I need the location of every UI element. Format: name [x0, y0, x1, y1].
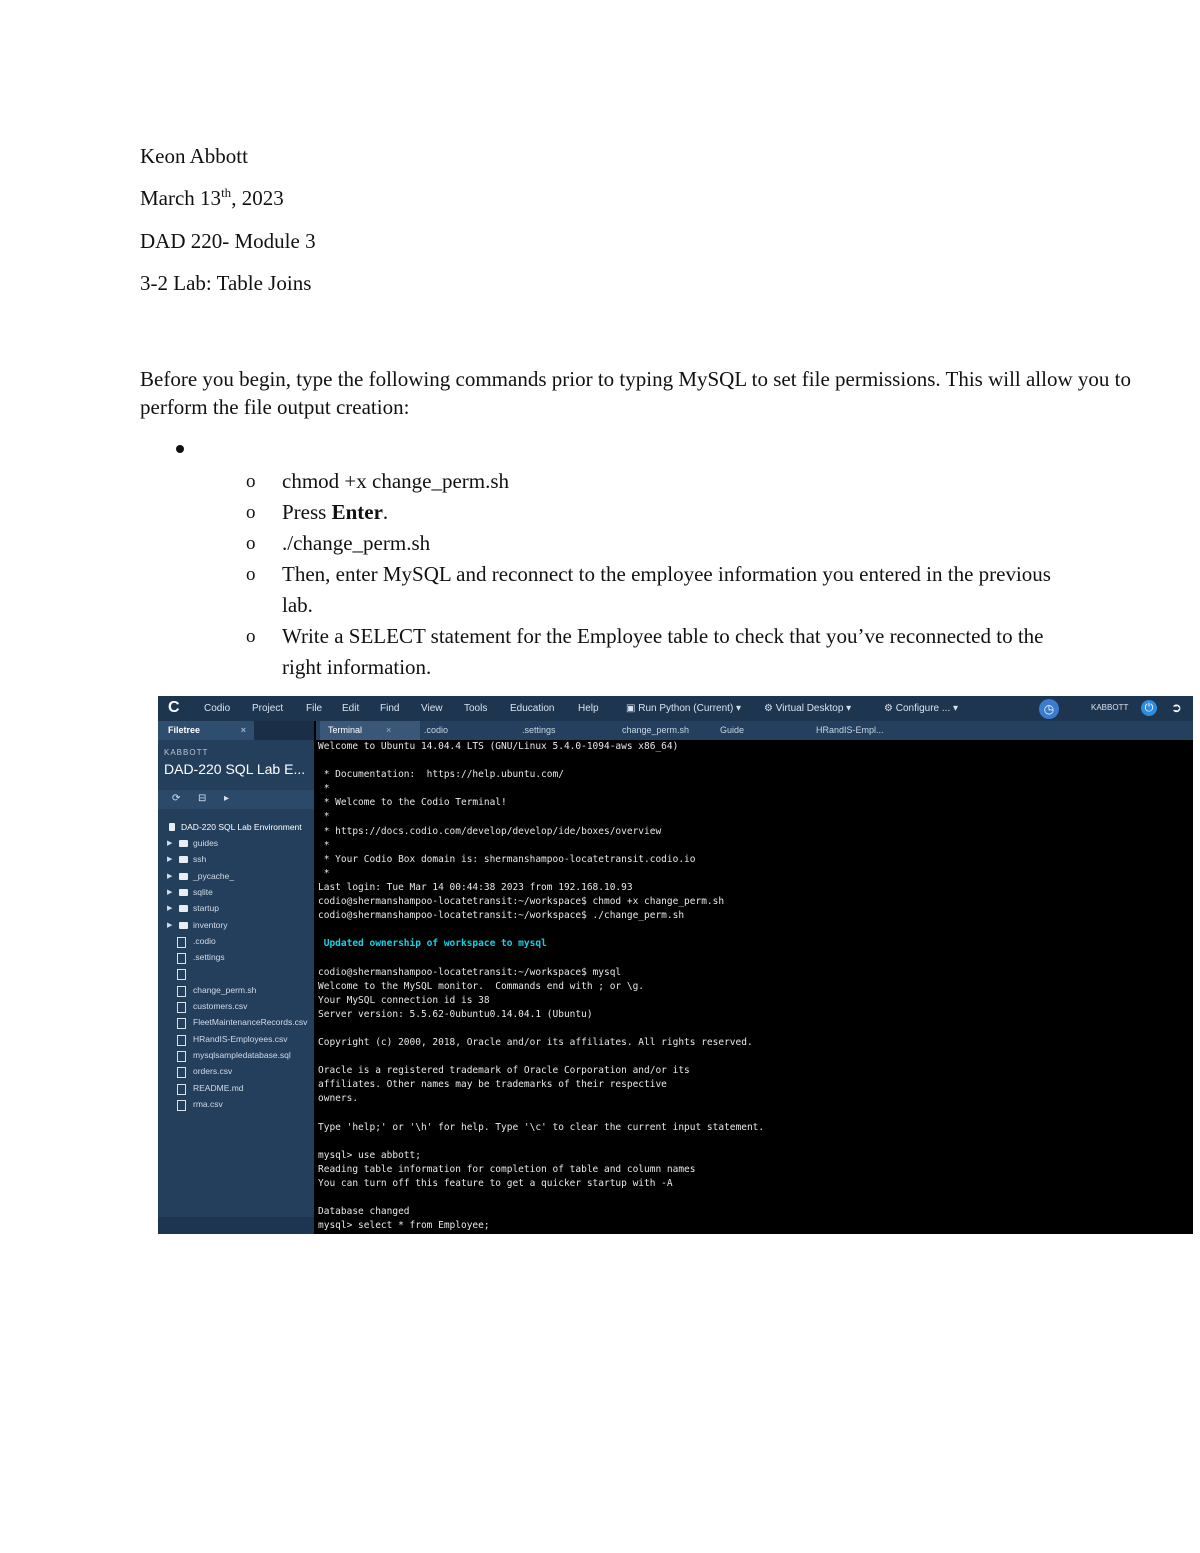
terminal-line: mysql> use abbott;	[318, 1149, 421, 1161]
terminal-line	[316, 1106, 1193, 1120]
editor-tab-label: change_perm.sh	[622, 725, 690, 735]
lock-icon	[169, 823, 175, 831]
expand-arrow-icon[interactable]: ▶	[167, 921, 173, 929]
terminal-line: codio@shermanshampoo-locatetransit:~/workspace$ mysql	[318, 966, 622, 978]
step-text: ./change_perm.sh	[282, 531, 431, 555]
terminal-line	[316, 1050, 1193, 1064]
tab-terminal-label: Terminal	[328, 725, 363, 735]
editor-tab[interactable]	[614, 721, 716, 740]
terminal-line: owners.	[318, 1093, 359, 1105]
editor-tab[interactable]	[416, 721, 518, 740]
expand-arrow-icon[interactable]: ▶	[167, 888, 173, 896]
folder-icon	[179, 840, 188, 847]
tree-item-label: README.md	[193, 1082, 244, 1093]
terminal-line: * Your Codio Box domain is: shermanshampoo-locatetransit.codio.io	[318, 853, 696, 865]
terminal-line: You can turn off this feature to get a quicker startup with -A	[318, 1177, 673, 1189]
tree-item-label: .codio	[193, 935, 216, 946]
tree-root-label: DAD-220 SQL Lab Environment	[181, 822, 302, 832]
menu-codio[interactable]: Codio	[204, 703, 231, 714]
date-ordinal: th	[221, 185, 232, 200]
editor-tab-label: .settings	[522, 725, 556, 735]
file-icon	[177, 986, 186, 997]
step-bold-text: Enter	[331, 500, 383, 524]
expand-arrow-icon[interactable]: ▶	[167, 905, 173, 913]
bullet-point	[176, 445, 184, 453]
clock-icon[interactable]: ◷	[1039, 699, 1059, 719]
terminal-line: mysql> select * from Employee;	[318, 1220, 490, 1232]
file-icon	[177, 1018, 186, 1029]
terminal-line: Updated ownership of workspace to mysql	[318, 938, 547, 950]
editor-tab[interactable]	[712, 721, 812, 740]
codio-logo-icon: C	[168, 699, 180, 716]
date-year: , 2023	[231, 186, 284, 210]
menu-tools[interactable]: Tools	[464, 703, 488, 714]
terminal-line	[316, 754, 1193, 768]
editor-tab[interactable]	[514, 721, 618, 740]
terminal-line: Welcome to the MySQL monitor. Commands end with ; or \g.	[318, 980, 645, 992]
folder-icon	[179, 856, 188, 863]
collapse-icon[interactable]: ⊟	[198, 793, 207, 804]
menu-find[interactable]: Find	[380, 703, 400, 714]
sidebar-tab-bar	[158, 721, 314, 740]
terminal-line: codio@shermanshampoo-locatetransit:~/workspace$ chmod +x change_perm.sh	[318, 896, 725, 908]
sidebar-username: KABBOTT	[164, 748, 209, 757]
sub-bullet-marker: o	[246, 564, 256, 585]
step-text: chmod +x change_perm.sh	[282, 469, 510, 493]
step-text: Then, enter MySQL and reconnect to the employee information you entered in the previous lab.	[282, 562, 1051, 617]
menu-edit[interactable]: Edit	[342, 703, 360, 714]
terminal-line: Server version: 5.5.62-0ubuntu0.14.04.1 (Ubuntu)	[318, 1008, 593, 1020]
steps-list	[246, 466, 1076, 683]
refresh-icon[interactable]: ⟳	[172, 793, 181, 804]
terminal-line: * Welcome to the Codio Terminal!	[318, 797, 507, 809]
editor-tab-label: .codio	[424, 725, 449, 735]
lab-title: 3-2 Lab: Table Joins	[140, 271, 312, 295]
close-icon[interactable]: ×	[386, 725, 392, 735]
date-month-day: March 13	[140, 186, 222, 210]
file-icon	[177, 953, 186, 964]
tree-item-label: guides	[193, 838, 219, 848]
author-name: Keon Abbott	[140, 144, 248, 168]
tree-item-label: FleetMaintenanceRecords.csv	[193, 1017, 308, 1028]
intro-paragraph: Before you begin, type the following commands prior to typing MySQL to set file permissions. This will allow you to perform the file output creation:	[140, 367, 1131, 419]
play-icon[interactable]: ▸	[224, 793, 230, 804]
step-item	[246, 466, 1076, 497]
sub-bullet-marker: o	[246, 471, 256, 492]
expand-arrow-icon[interactable]: ▶	[167, 872, 173, 880]
editor-tab-label: Guide	[720, 725, 745, 735]
tree-item-label: sqlite	[193, 886, 213, 897]
course-title: DAD 220- Module 3	[140, 229, 316, 253]
close-icon[interactable]: ×	[240, 725, 246, 735]
step-item	[246, 497, 1076, 528]
file-tree-panel	[158, 721, 314, 1234]
terminal-line: Reading table information for completion of table and column names	[318, 1163, 696, 1175]
virtual-desktop-label: Virtual Desktop	[775, 703, 844, 714]
terminal-line	[316, 1022, 1193, 1036]
file-icon	[177, 1002, 186, 1013]
user-menu[interactable]: KABBOTT	[1091, 703, 1129, 712]
terminal-line: affiliates. Other names may be trademarks of their respective	[318, 1079, 667, 1091]
terminal-line: *	[318, 867, 330, 879]
terminal-line: *	[318, 783, 330, 795]
file-icon	[177, 1051, 186, 1062]
tree-item-label: .settings	[193, 952, 225, 963]
folder-icon	[179, 922, 188, 929]
terminal-line: codio@shermanshampoo-locatetransit:~/workspace$ ./change_perm.sh	[318, 910, 685, 922]
file-icon	[177, 1067, 186, 1078]
file-icon	[177, 1100, 186, 1111]
step-item	[246, 559, 1076, 621]
folder-icon	[179, 905, 188, 912]
tree-item-label: customers.csv	[193, 1001, 248, 1011]
sub-bullet-marker: o	[246, 626, 256, 647]
terminal-line: Oracle is a registered trademark of Oracle Corporation and/or its	[318, 1065, 690, 1077]
tree-item-label: orders.csv	[193, 1066, 233, 1077]
terminal-line: * https://docs.codio.com/develop/develop/ide/boxes/overview	[318, 825, 662, 837]
menu-view[interactable]: View	[421, 703, 443, 714]
tree-item-label: startup	[193, 903, 219, 914]
terminal-line	[316, 951, 1193, 965]
editor-tab-bar	[316, 721, 1193, 740]
terminal-line	[316, 1135, 1193, 1149]
filetree-tab[interactable]	[158, 721, 254, 740]
tree-item-label: change_perm.sh	[193, 984, 257, 995]
document-date	[140, 185, 284, 211]
menu-file[interactable]: File	[306, 703, 323, 714]
terminal-line: * Documentation: https://help.ubuntu.com/	[318, 769, 564, 781]
tree-item-label: inventory	[193, 919, 228, 930]
run-python-label: Run Python (Current)	[638, 703, 734, 714]
terminal-line: Database changed	[318, 1206, 410, 1218]
tree-item-label: rma.csv	[193, 1098, 223, 1109]
editor-tab[interactable]	[808, 721, 916, 740]
menu-education[interactable]: Education	[510, 703, 555, 714]
expand-arrow-icon[interactable]: ▶	[167, 840, 173, 847]
project-name[interactable]: DAD-220 SQL Lab E...	[164, 761, 306, 777]
filetree-tab-label: Filetree	[168, 725, 201, 735]
terminal-line: *	[318, 811, 330, 823]
file-icon	[177, 937, 186, 948]
menu-project[interactable]: Project	[252, 703, 284, 714]
step-text: Press	[282, 500, 332, 524]
tree-item-label: HRandIS-Employees.csv	[193, 1033, 288, 1044]
step-text: Write a SELECT statement for the Employee table to check that you’ve reconnected to the right information.	[282, 624, 1044, 679]
terminal-line	[316, 1191, 1193, 1205]
file-icon	[177, 1035, 186, 1046]
tree-item-label: mysqlsampledatabase.sql	[193, 1049, 291, 1060]
tree-toolbar	[158, 790, 314, 809]
terminal-line: Welcome to Ubuntu 14.04.4 LTS (GNU/Linux 5.4.0-1094-aws x86_64)	[318, 741, 679, 752]
terminal-line	[316, 923, 1193, 937]
tree-item-label: _pycache_	[193, 870, 235, 881]
sidebar-footer	[158, 1217, 314, 1234]
step-item	[246, 528, 1076, 559]
menu-help[interactable]: Help	[578, 703, 599, 714]
expand-arrow-icon[interactable]: ▶	[167, 856, 173, 864]
terminal-line: *	[318, 839, 330, 851]
virtual-desktop-button[interactable]: ⚙ Virtual Desktop ▾	[764, 703, 852, 714]
terminal-line: Copyright (c) 2000, 2018, Oracle and/or its affiliates. All rights reserved.	[318, 1036, 753, 1048]
terminal-line: Last login: Tue Mar 14 00:44:38 2023 from 192.168.10.93	[318, 881, 633, 893]
run-python-button[interactable]: ▣ Run Python (Current) ▾	[626, 703, 742, 714]
codio-screenshot	[158, 696, 1193, 1234]
configure-label: Configure ...	[895, 703, 951, 714]
folder-icon	[179, 873, 188, 880]
editor-tab-label: HRandIS-Empl...	[816, 725, 884, 735]
step-text-suffix: .	[382, 500, 389, 524]
tree-item-label: ssh	[193, 854, 207, 865]
tab-terminal[interactable]	[320, 721, 420, 740]
terminal-line: Type 'help;' or '\h' for help. Type '\c' to clear the current input statement.	[318, 1121, 765, 1133]
file-icon	[177, 969, 186, 980]
terminal-output[interactable]	[316, 740, 1193, 1234]
logout-icon[interactable]: ➲	[1171, 700, 1182, 715]
folder-icon	[179, 889, 188, 896]
power-icon[interactable]: ⏻	[1141, 700, 1157, 716]
sub-bullet-marker: o	[246, 533, 256, 554]
file-icon	[177, 1084, 186, 1095]
configure-button[interactable]: ⚙ Configure ... ▾	[884, 703, 959, 714]
terminal-line: Your MySQL connection id is 38	[318, 994, 490, 1006]
sub-bullet-marker: o	[246, 502, 256, 523]
menu-bar	[158, 696, 1193, 721]
step-item	[246, 621, 1076, 683]
